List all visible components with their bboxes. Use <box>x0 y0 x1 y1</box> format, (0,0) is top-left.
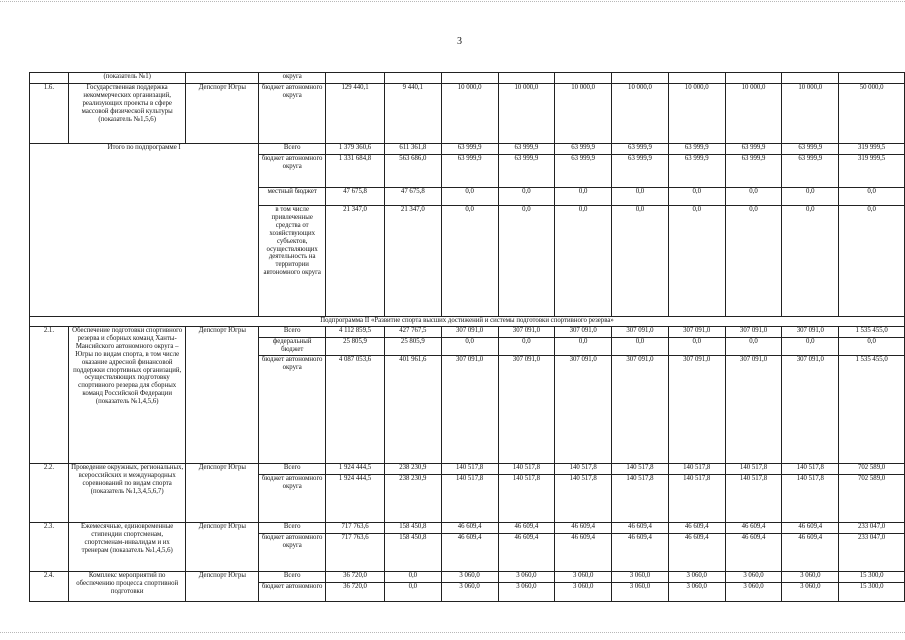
amount-cell: 63 999,9 <box>782 155 839 188</box>
amount-cell: 401 961,6 <box>384 356 441 464</box>
amount-cell: 0,0 <box>555 338 612 356</box>
amount-cell: 63 999,9 <box>668 155 725 188</box>
amount-cell: 140 517,8 <box>725 475 782 523</box>
amount-cell: 0,0 <box>839 206 905 317</box>
executor-cell: Депспорт Югры <box>186 523 259 572</box>
event-name-cell: Ежемесячные, единовременные стипендии спортсменам, спортсменам-инвалидам и их тренерам (показатель №1,4,5,6) <box>68 523 186 572</box>
amount-cell: 140 517,8 <box>725 464 782 475</box>
amount-cell: 46 609,4 <box>612 534 669 572</box>
amount-cell: 46 609,4 <box>725 523 782 534</box>
amount-cell: 140 517,8 <box>441 464 498 475</box>
amount-cell: 63 999,9 <box>725 155 782 188</box>
amount-cell: 140 517,8 <box>555 475 612 523</box>
row-number-cell: 2.2. <box>30 464 69 523</box>
amount-cell: 21 347,0 <box>326 206 385 317</box>
amount-cell: 4 087 053,6 <box>326 356 385 464</box>
amount-cell: 63 999,9 <box>725 144 782 155</box>
amount-cell: 3 060,0 <box>668 583 725 602</box>
amount-cell: 47 675,8 <box>326 188 385 206</box>
amount-cell: 0,0 <box>555 188 612 206</box>
amount-cell <box>498 73 555 84</box>
amount-cell: 319 999,5 <box>839 155 905 188</box>
amount-cell: 140 517,8 <box>782 475 839 523</box>
scan-top-edge <box>0 1 905 2</box>
row-number-cell: 2.4. <box>30 572 69 602</box>
amount-cell <box>839 73 905 84</box>
funding-source-cell: округа <box>259 73 326 84</box>
amount-cell: 140 517,8 <box>612 475 669 523</box>
amount-cell: 3 060,0 <box>782 572 839 583</box>
amount-cell: 46 609,4 <box>498 534 555 572</box>
amount-cell: 10 000,0 <box>668 84 725 144</box>
amount-cell: 0,0 <box>668 206 725 317</box>
amount-cell: 0,0 <box>384 572 441 583</box>
amount-cell: 0,0 <box>498 206 555 317</box>
amount-cell: 3 060,0 <box>725 572 782 583</box>
executor-cell: Депспорт Югры <box>186 572 259 602</box>
amount-cell: 1 924 444,5 <box>326 464 385 475</box>
amount-cell: 63 999,9 <box>555 144 612 155</box>
amount-cell: 0,0 <box>782 188 839 206</box>
event-name-cell: Комплекс мероприятий по обеспечению процесса спортивной подготовки <box>68 572 186 602</box>
amount-cell: 0,0 <box>612 338 669 356</box>
amount-cell: 0,0 <box>668 338 725 356</box>
amount-cell: 36 720,0 <box>326 583 385 602</box>
amount-cell: 140 517,8 <box>555 464 612 475</box>
amount-cell: 10 000,0 <box>612 84 669 144</box>
amount-cell: 307 091,0 <box>441 327 498 338</box>
amount-cell: 140 517,8 <box>498 475 555 523</box>
amount-cell: 10 000,0 <box>441 84 498 144</box>
amount-cell: 46 609,4 <box>668 534 725 572</box>
table-row <box>30 572 905 583</box>
amount-cell: 36 720,0 <box>326 572 385 583</box>
amount-cell: 307 091,0 <box>498 327 555 338</box>
amount-cell: 140 517,8 <box>498 464 555 475</box>
amount-cell: 0,0 <box>441 188 498 206</box>
amount-cell: 3 060,0 <box>612 583 669 602</box>
amount-cell: 63 999,9 <box>668 144 725 155</box>
amount-cell: 307 091,0 <box>725 356 782 464</box>
executor-cell <box>186 73 259 84</box>
amount-cell: 307 091,0 <box>668 356 725 464</box>
table-row <box>30 464 905 475</box>
funding-source-cell: Всего <box>259 523 326 534</box>
amount-cell: 46 609,4 <box>725 534 782 572</box>
amount-cell: 0,0 <box>725 188 782 206</box>
subtotal-label-cell: Итого по подпрограмме I <box>30 144 259 317</box>
funding-source-cell: бюджет автономного округа <box>259 534 326 572</box>
amount-cell: 307 091,0 <box>441 356 498 464</box>
amount-cell: 238 230,9 <box>384 464 441 475</box>
amount-cell: 0,0 <box>668 188 725 206</box>
table-row <box>30 523 905 534</box>
amount-cell: 50 000,0 <box>839 84 905 144</box>
executor-cell: Депспорт Югры <box>186 84 259 144</box>
amount-cell: 563 686,0 <box>384 155 441 188</box>
amount-cell: 307 091,0 <box>668 327 725 338</box>
scan-bottom-edge <box>0 632 905 633</box>
amount-cell: 3 060,0 <box>612 572 669 583</box>
amount-cell: 702 589,0 <box>839 464 905 475</box>
event-name-cell: Обеспечение подготовки спортивного резерва и сборных команд Ханты-Мансийского автономного округа – Югры по видам спорта, в том числе оказание адресной финансовой поддержки спортивных организаций, осуществляющих подготовку спортивного резерва для сборных команд Российской Федерации (показатель №1,4,5,6) <box>68 327 186 464</box>
amount-cell: 0,0 <box>498 338 555 356</box>
amount-cell: 140 517,8 <box>782 464 839 475</box>
amount-cell: 46 609,4 <box>555 534 612 572</box>
event-name-cell: Государственная поддержка некоммерческих организаций, реализующих проекты в сфере массовой физической культуры (показатель №1,5,6) <box>68 84 186 144</box>
amount-cell: 158 450,8 <box>384 523 441 534</box>
amount-cell: 3 060,0 <box>725 583 782 602</box>
amount-cell: 1 331 684,8 <box>326 155 385 188</box>
amount-cell: 63 999,9 <box>441 144 498 155</box>
amount-cell: 307 091,0 <box>725 327 782 338</box>
amount-cell: 0,0 <box>498 188 555 206</box>
amount-cell: 0,0 <box>555 206 612 317</box>
amount-cell: 307 091,0 <box>498 356 555 464</box>
amount-cell: 233 047,0 <box>839 534 905 572</box>
amount-cell <box>725 73 782 84</box>
amount-cell: 3 060,0 <box>441 572 498 583</box>
amount-cell: 0,0 <box>612 206 669 317</box>
amount-cell: 63 999,9 <box>612 144 669 155</box>
amount-cell: 140 517,8 <box>612 464 669 475</box>
table-row <box>30 144 905 155</box>
amount-cell: 46 609,4 <box>498 523 555 534</box>
row-number-cell: 2.3. <box>30 523 69 572</box>
amount-cell: 0,0 <box>839 338 905 356</box>
amount-cell <box>384 73 441 84</box>
amount-cell: 25 805,9 <box>384 338 441 356</box>
funding-source-cell: бюджет автономного округа <box>259 475 326 523</box>
amount-cell: 3 060,0 <box>441 583 498 602</box>
amount-cell: 1 924 444,5 <box>326 475 385 523</box>
amount-cell: 10 000,0 <box>782 84 839 144</box>
amount-cell: 717 763,6 <box>326 534 385 572</box>
table-row <box>30 327 905 338</box>
amount-cell: 307 091,0 <box>782 356 839 464</box>
amount-cell: 427 767,5 <box>384 327 441 338</box>
amount-cell: 0,0 <box>384 583 441 602</box>
amount-cell: 158 450,8 <box>384 534 441 572</box>
amount-cell: 63 999,9 <box>498 144 555 155</box>
amount-cell <box>555 73 612 84</box>
amount-cell: 129 440,1 <box>326 84 385 144</box>
amount-cell: 702 589,0 <box>839 475 905 523</box>
amount-cell: 307 091,0 <box>782 327 839 338</box>
amount-cell: 46 609,4 <box>441 534 498 572</box>
amount-cell: 3 060,0 <box>498 583 555 602</box>
amount-cell: 1 379 360,6 <box>326 144 385 155</box>
amount-cell: 307 091,0 <box>612 327 669 338</box>
amount-cell: 15 300,0 <box>839 572 905 583</box>
table-row <box>30 73 905 84</box>
amount-cell: 1 535 455,0 <box>839 356 905 464</box>
amount-cell: 10 000,0 <box>725 84 782 144</box>
amount-cell: 0,0 <box>612 188 669 206</box>
amount-cell: 1 535 455,0 <box>839 327 905 338</box>
amount-cell: 3 060,0 <box>555 572 612 583</box>
amount-cell: 0,0 <box>725 338 782 356</box>
amount-cell <box>612 73 669 84</box>
subprogram-title-cell: Подпрограмма II «Развитие спорта высших достижений и системы подготовки спортивного резерва» <box>30 317 905 327</box>
amount-cell: 3 060,0 <box>498 572 555 583</box>
amount-cell: 3 060,0 <box>782 583 839 602</box>
amount-cell: 0,0 <box>725 206 782 317</box>
amount-cell: 717 763,6 <box>326 523 385 534</box>
amount-cell: 307 091,0 <box>555 327 612 338</box>
amount-cell: 63 999,9 <box>441 155 498 188</box>
funding-source-cell: Всего <box>259 144 326 155</box>
funding-source-cell: бюджет автономного <box>259 583 326 602</box>
funding-source-cell: федеральный бюджет <box>259 338 326 356</box>
amount-cell: 21 347,0 <box>384 206 441 317</box>
amount-cell: 10 000,0 <box>498 84 555 144</box>
table-row <box>30 84 905 144</box>
amount-cell: 140 517,8 <box>668 464 725 475</box>
funding-source-cell: бюджет автономного округа <box>259 155 326 188</box>
amount-cell: 0,0 <box>441 206 498 317</box>
amount-cell: 46 609,4 <box>441 523 498 534</box>
row-number-cell: 1.6. <box>30 84 69 144</box>
executor-cell: Депспорт Югры <box>186 464 259 523</box>
amount-cell: 46 609,4 <box>612 523 669 534</box>
amount-cell: 63 999,9 <box>782 144 839 155</box>
executor-cell: Депспорт Югры <box>186 327 259 464</box>
amount-cell: 0,0 <box>782 338 839 356</box>
funding-source-cell: Всего <box>259 464 326 475</box>
row-number-cell <box>30 73 69 84</box>
amount-cell <box>668 73 725 84</box>
funding-source-cell: местный бюджет <box>259 188 326 206</box>
amount-cell: 10 000,0 <box>555 84 612 144</box>
amount-cell: 46 609,4 <box>782 534 839 572</box>
amount-cell: 140 517,8 <box>441 475 498 523</box>
amount-cell: 0,0 <box>839 188 905 206</box>
amount-cell: 319 999,5 <box>839 144 905 155</box>
amount-cell: 4 112 859,5 <box>326 327 385 338</box>
amount-cell: 611 361,8 <box>384 144 441 155</box>
amount-cell <box>441 73 498 84</box>
event-name-cell: Проведение окружных, региональных, всероссийских и международных соревнований по видам спорта (показатель №1,3,4,5,6,7) <box>68 464 186 523</box>
amount-cell: 3 060,0 <box>668 572 725 583</box>
amount-cell: 46 609,4 <box>668 523 725 534</box>
funding-source-cell: Всего <box>259 572 326 583</box>
event-name-cell: (показатель №1) <box>68 73 186 84</box>
funding-source-cell: бюджет автономного округа <box>259 356 326 464</box>
amount-cell: 47 675,8 <box>384 188 441 206</box>
amount-cell: 238 230,9 <box>384 475 441 523</box>
amount-cell: 307 091,0 <box>555 356 612 464</box>
amount-cell: 0,0 <box>782 206 839 317</box>
funding-source-cell: в том числе привлеченные средства от хозяйствующих субъектов, осуществляющих деятельность на территории автономного округа <box>259 206 326 317</box>
amount-cell: 25 805,9 <box>326 338 385 356</box>
table-row <box>30 317 905 327</box>
amount-cell: 9 440,1 <box>384 84 441 144</box>
amount-cell: 140 517,8 <box>668 475 725 523</box>
page-number: 3 <box>457 36 462 47</box>
amount-cell: 63 999,9 <box>612 155 669 188</box>
amount-cell <box>782 73 839 84</box>
amount-cell: 3 060,0 <box>555 583 612 602</box>
amount-cell: 46 609,4 <box>555 523 612 534</box>
amount-cell: 46 609,4 <box>782 523 839 534</box>
amount-cell: 233 047,0 <box>839 523 905 534</box>
program-funding-table <box>29 72 905 602</box>
row-number-cell: 2.1. <box>30 327 69 464</box>
funding-source-cell: Всего <box>259 327 326 338</box>
amount-cell: 307 091,0 <box>612 356 669 464</box>
amount-cell: 15 300,0 <box>839 583 905 602</box>
amount-cell: 63 999,9 <box>498 155 555 188</box>
funding-source-cell: бюджет автономного округа <box>259 84 326 144</box>
amount-cell: 63 999,9 <box>555 155 612 188</box>
amount-cell <box>326 73 385 84</box>
amount-cell: 0,0 <box>441 338 498 356</box>
